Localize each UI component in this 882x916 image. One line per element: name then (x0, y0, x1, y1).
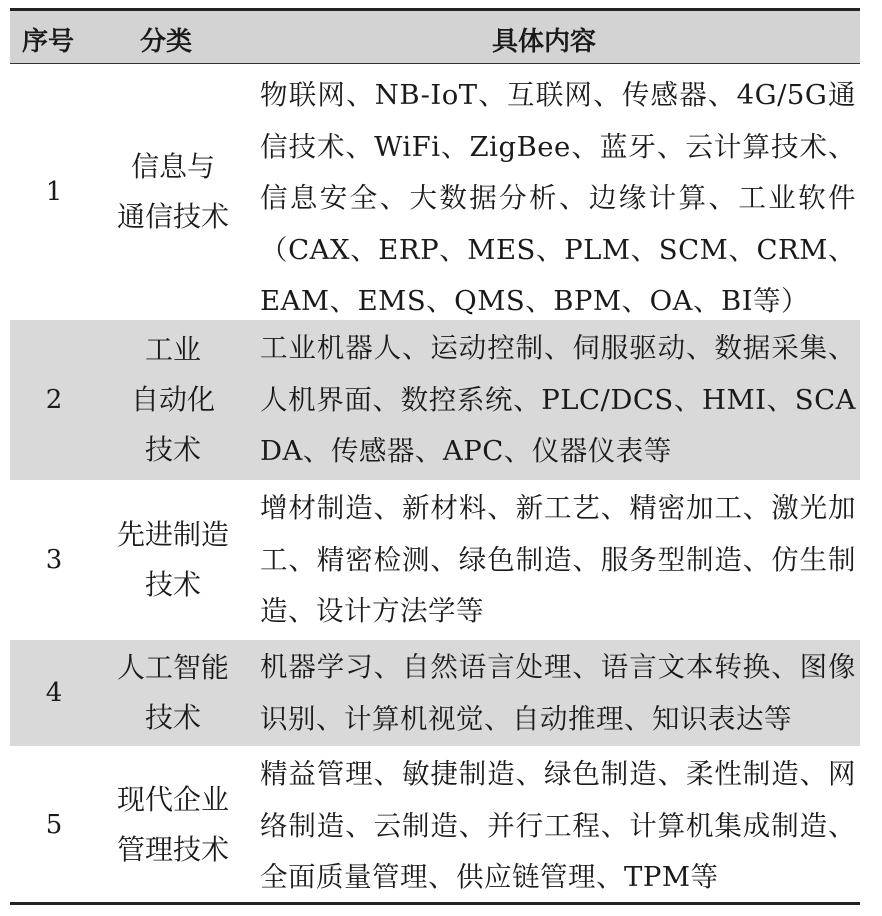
row-category (98, 746, 248, 904)
table-header (10, 11, 860, 64)
row-number: 2 (45, 385, 63, 415)
row-category (98, 480, 248, 640)
row-category-text: 信息与 通信技术 (116, 150, 229, 233)
row-content: 物联网、NB-IoT、互联网、传感器、4G/5G通信技术、WiFi、ZigBee、蓝牙、云计算技术、信息安全、大数据分析、边缘计算、工业软件（CAX、ERP、MES、PLM、SCM、CRM、EAM、EMS、QMS、BPM、OA、BI等） (260, 79, 856, 317)
row-category-text: 先进制造 技术 (116, 518, 229, 601)
header-category: 分类 (140, 27, 193, 57)
row-category (98, 640, 248, 746)
header-content: 具体内容 (492, 27, 597, 57)
table-row (10, 640, 860, 746)
table-bottom-rule (10, 902, 860, 905)
row-number: 1 (45, 177, 63, 207)
table-row (10, 64, 860, 320)
row-number: 4 (45, 678, 63, 708)
row-category-text: 人工智能 技术 (116, 651, 229, 734)
row-category (98, 320, 248, 480)
row-number: 5 (45, 810, 63, 840)
row-category-text: 现代企业 管理技术 (116, 783, 229, 866)
table-row (10, 480, 860, 640)
table-row (10, 320, 860, 480)
row-category-text: 工业 自动化 技术 (130, 333, 215, 466)
row-content: 工业机器人、运动控制、伺服驱动、数据采集、人机界面、数控系统、PLC/DCS、HMI、SCADA、传感器、APC、仪器仪表等 (260, 332, 856, 467)
row-category (98, 64, 248, 320)
row-content: 精益管理、敏捷制造、绿色制造、柔性制造、网络制造、云制造、并行工程、计算机集成制造、全面质量管理、供应链管理、TPM等 (260, 758, 856, 893)
header-no: 序号 (22, 27, 75, 57)
row-number: 3 (45, 545, 63, 575)
row-content: 机器学习、自然语言处理、语言文本转换、图像识别、计算机视觉、自动推理、知识表达等 (260, 651, 856, 735)
table-row (10, 746, 860, 904)
row-content: 增材制造、新材料、新工艺、精密加工、激光加工、精密检测、绿色制造、服务型制造、仿生制造、设计方法学等 (260, 492, 856, 627)
